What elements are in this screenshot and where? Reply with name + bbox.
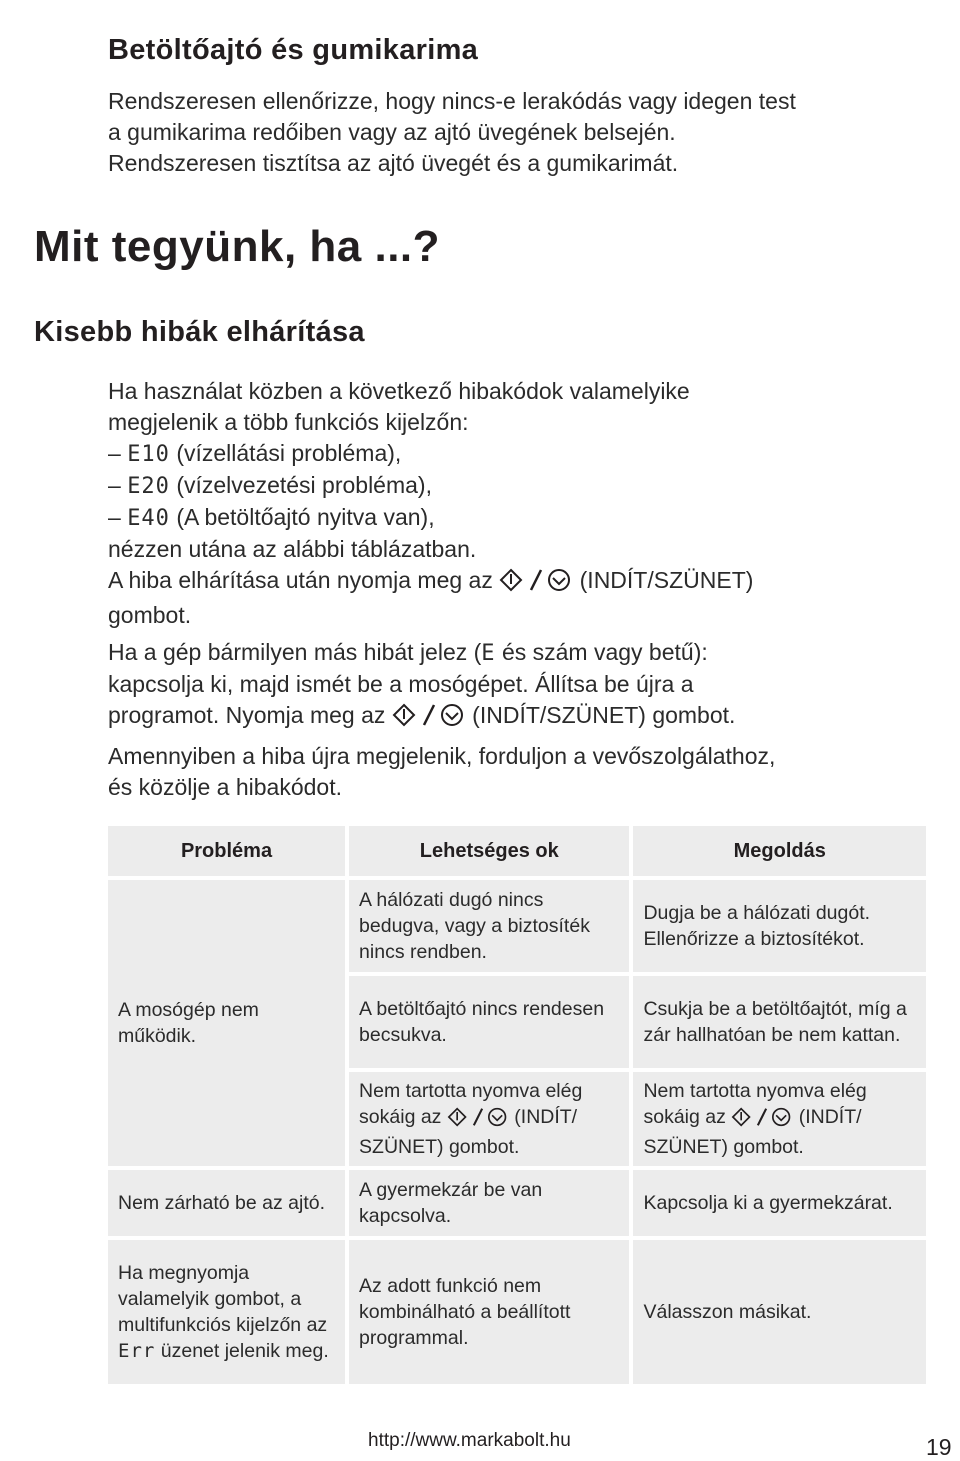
solution-plug: Dugja be a hálózati dugót. Ellenőrizze a biztosítékot. [633,880,926,972]
other3-text-a: programot. Nyomja meg az [108,702,386,728]
start-pause-icon [499,568,573,600]
start-pause-icon [447,1107,509,1134]
cause-child-lock: A gyermekzár be van kapcsolva. [349,1170,629,1236]
door-line-2: a gumikarima redőiben vagy az ajtó üvegének belsején. [108,119,676,145]
door-line-1: Rendszeresen ellenőrizze, hogy nincs-e lerakódás vagy idegen test [108,88,796,114]
solution-choose-other: Válasszon másikat. [633,1240,926,1384]
error-desc-e40: (A betöltőajtó nyitva van), [176,504,435,530]
faults-paragraph [108,376,928,803]
header-problem: Probléma [108,826,345,876]
other3-text-b: (INDÍT/SZÜNET) gombot. [472,702,736,728]
contact-line-1: Amennyiben a hiba újra megjelenik, forduljon a vevőszolgálathoz, [108,743,776,769]
other-text-b: és szám vagy betű): [501,639,708,665]
error-code-e20: E20 [127,474,170,499]
other-text-a: Ha a gép bármilyen más hibát jelez ( [108,639,482,665]
page-number: 19 [926,1434,952,1460]
dash: – [108,440,121,466]
problem-door-lock: Nem zárható be az ajtó. [108,1170,345,1236]
error-letter-e: E [481,641,496,666]
problem-not-working: A mosógép nem működik. [108,880,345,1166]
section-title-faults: Kisebb hibák elhárítása [34,316,365,348]
start-pause-icon [392,703,466,735]
cause-plug: A hálózati dugó nincs bedugva, vagy a biztosíték nincs rendben. [349,880,629,972]
cause-door-open: A betöltőajtó nincs rendesen becsukva. [349,976,629,1068]
footer-url: http://www.markabolt.hu [368,1430,571,1451]
contact-line-2: és közölje a hibakódot. [108,774,342,800]
error-code-e10: E10 [127,442,170,467]
table-row [108,1240,926,1384]
header-cause: Lehetséges ok [349,826,629,876]
error-desc-e10: (vízellátási probléma), [176,440,402,466]
error-desc-e20: (vízelvezetési probléma), [176,472,432,498]
table-row [108,880,926,972]
main-title: Mit tegyünk, ha ...? [34,222,441,271]
error-code-err: Err [118,1340,156,1362]
door-line-3: Rendszeresen tisztítsa az ajtó üvegét és a gumikarimát. [108,150,679,176]
code-line-e40 [108,502,928,534]
solution-door-close: Csukja be a betöltőajtót, míg a zár hallhatóan be nem kattan. [633,976,926,1068]
after-codes-line: nézzen utána az alábbi táblázatban. [108,536,477,562]
fault-table [104,822,930,1388]
press-text-b: (INDÍT/SZÜNET) [579,567,754,593]
dash: – [108,504,121,530]
problem-err: Ha megnyomja valamelyik gombot, a multifunkciós kijelzőn az Err üzenet jelenik meg. [108,1240,345,1384]
press-line [108,565,928,600]
header-solution: Megoldás [633,826,926,876]
dash: – [108,472,121,498]
other-line-2: kapcsolja ki, majd ismét be a mosógépet. Állítsa be újra a [108,671,694,697]
start-pause-icon [731,1107,793,1134]
table-row [108,1170,926,1236]
table-header-row [108,826,926,876]
error-code-e40: E40 [127,506,170,531]
code-line-e20 [108,470,928,502]
cause-button-short: Nem tartotta nyomva elég sokáig az (INDÍT/ SZÜNET) gombot. [349,1072,629,1166]
cause-incompatible: Az adott funkció nem kombinálható a beállított programmal. [349,1240,629,1384]
press-text-a: A hiba elhárítása után nyomja meg az [108,567,493,593]
intro-line-2: megjelenik a több funkciós kijelzőn: [108,409,469,435]
solution-child-lock: Kapcsolja ki a gyermekzárat. [633,1170,926,1236]
solution-button-short: Nem tartotta nyomva elég sokáig az (INDÍT/ SZÜNET) gombot. [633,1072,926,1166]
other-line-1 [108,637,928,669]
section-title-door: Betöltőajtó és gumikarima [108,34,479,66]
press-line-2: gombot. [108,602,192,628]
intro-line-1: Ha használat közben a következő hibakódok valamelyike [108,378,690,404]
other-line-3 [108,700,928,735]
door-paragraph [108,86,796,179]
code-line-e10 [108,438,928,470]
